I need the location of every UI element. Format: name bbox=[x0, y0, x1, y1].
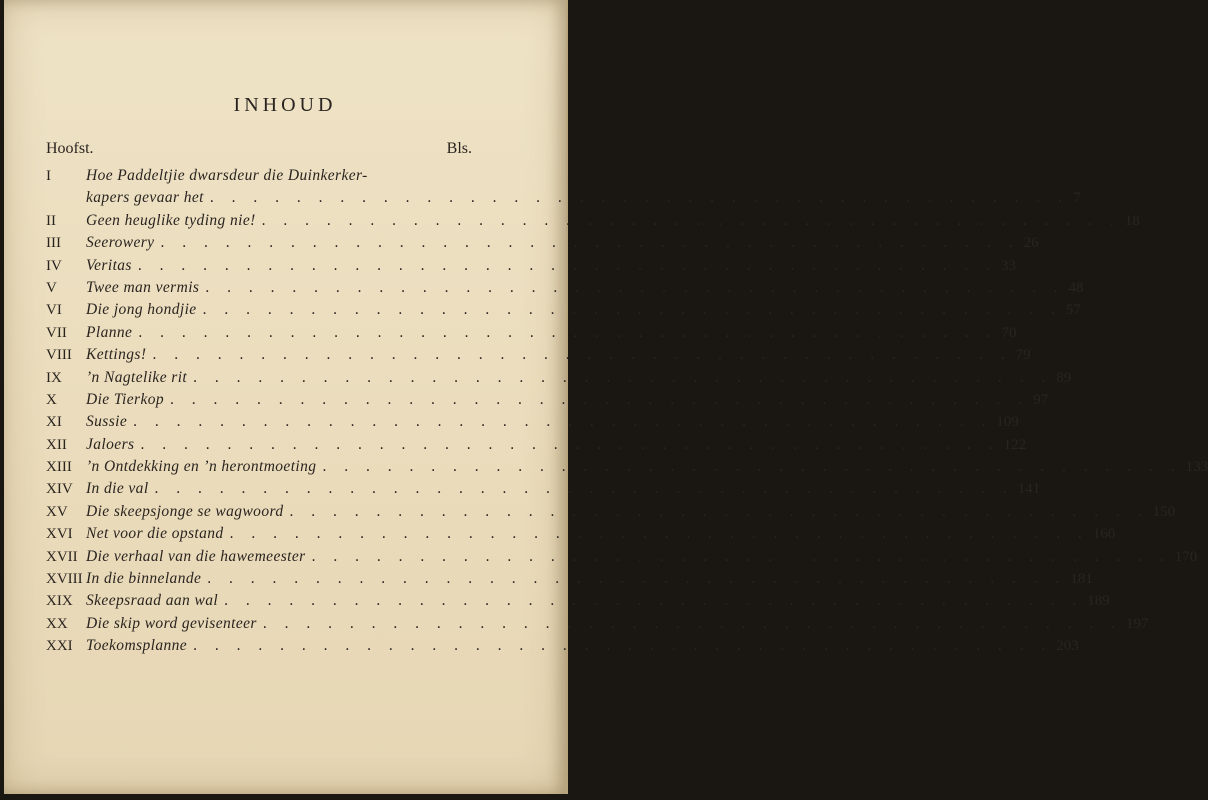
chapter-number: XIV bbox=[46, 481, 73, 498]
chapter-title: Die skip word gevisenteer bbox=[86, 614, 257, 632]
toc-entry bbox=[46, 411, 1019, 433]
toc-entry bbox=[46, 613, 1149, 635]
chapter-number: XIII bbox=[46, 459, 72, 476]
page-title: INHOUD bbox=[233, 94, 337, 116]
page-number: 141 bbox=[1017, 481, 1041, 498]
dot-leader: . . . . . . . . . . . . . . . . . . . . . . . . . . . . . . . . . . . . . . . . bbox=[205, 278, 1065, 296]
chapter-number: XVIII bbox=[46, 571, 83, 588]
page-column-header: Bls. bbox=[446, 140, 472, 157]
chapter-title: Jaloers bbox=[86, 435, 135, 453]
chapter-number: XIX bbox=[46, 593, 73, 610]
chapter-number: IX bbox=[46, 369, 62, 386]
toc-entry bbox=[46, 210, 1140, 232]
chapter-number: III bbox=[46, 235, 61, 252]
chapter-title: Die verhaal van die hawemeester bbox=[86, 547, 306, 565]
chapter-number: XX bbox=[46, 615, 68, 632]
page-number: 79 bbox=[1015, 347, 1031, 364]
dot-leader: . . . . . . . . . . . . . . . . . . . . . . . . . . . . . . . . . . . . . . . . bbox=[193, 637, 1053, 655]
chapter-title: ’n Nagtelike rit bbox=[86, 368, 188, 386]
page-number: 89 bbox=[1056, 369, 1072, 386]
chapter-number: VIII bbox=[46, 347, 72, 364]
toc-entry-continued bbox=[46, 187, 1081, 209]
dot-leader: . . . . . . . . . . . . . . . . . . . . . . . . . . . . . . . . . . . . . . . . bbox=[224, 592, 1084, 610]
page-number: 197 bbox=[1125, 615, 1149, 632]
dot-leader: . . . . . . . . . . . . . . . . . . . . . . . . . . . . . . . . . . . . . . . . bbox=[202, 301, 1062, 319]
dot-leader: . . . . . . . . . . . . . . . . . . . . . . . . . . . . . . . . . . . . . . . . bbox=[133, 413, 993, 431]
chapter-title: Seerowery bbox=[86, 234, 155, 252]
page-number: 181 bbox=[1070, 571, 1093, 588]
dot-leader: . . . . . . . . . . . . . . . . . . . . . . . . . . . . . . . . . . . . . . . . bbox=[289, 502, 1149, 520]
dot-leader: . . . . . . . . . . . . . . . . . . . . . . . . . . . . . . . . . . . . . . . . bbox=[262, 614, 1122, 632]
dot-leader: . . . . . . . . . . . . . . . . . . . . . . . . . . . . . . . . . . . . . . . . bbox=[138, 323, 998, 341]
toc-entry bbox=[46, 299, 1081, 321]
toc-entry bbox=[46, 322, 1017, 344]
chapter-title: kapers gevaar het bbox=[86, 189, 204, 207]
page-number: 160 bbox=[1092, 526, 1116, 543]
chapter-title: Geen heuglike tyding nie! bbox=[86, 211, 256, 229]
chapter-title: Planne bbox=[86, 323, 133, 341]
dot-leader: . . . . . . . . . . . . . . . . . . . . . . . . . . . . . . . . . . . . . . . . bbox=[207, 570, 1067, 588]
toc-entry bbox=[46, 344, 1031, 366]
chapter-title: Twee man vermis bbox=[86, 278, 200, 296]
chapter-title: Die Tierkop bbox=[86, 390, 165, 408]
page-number: 189 bbox=[1087, 593, 1110, 610]
dot-leader: . . . . . . . . . . . . . . . . . . . . . . . . . . . . . . . . . . . . . . . . bbox=[140, 435, 1000, 453]
toc-entry bbox=[46, 277, 1084, 299]
toc-entry bbox=[46, 255, 1016, 277]
page-number: 26 bbox=[1023, 235, 1039, 252]
page-number: 203 bbox=[1056, 638, 1079, 655]
chapter-title: Toekomsplanne bbox=[86, 637, 188, 655]
page-number: 109 bbox=[996, 414, 1019, 431]
dot-leader: . . . . . . . . . . . . . . . . . . . . . . . . . . . . . . . . . . . . . . . . bbox=[154, 480, 1014, 498]
toc-entry bbox=[46, 523, 1116, 545]
page-number: 70 bbox=[1001, 324, 1017, 341]
page-number: 122 bbox=[1003, 436, 1027, 453]
chapter-title: In die binnelande bbox=[86, 570, 202, 588]
chapter-title: ’n Ontdekking en ’n herontmoeting bbox=[86, 458, 317, 476]
toc-entry bbox=[46, 546, 1198, 568]
toc-entry bbox=[46, 367, 1072, 389]
toc-entry bbox=[46, 165, 487, 187]
page-number: 150 bbox=[1152, 503, 1176, 520]
chapter-number: XVII bbox=[46, 548, 78, 565]
dot-leader: . . . . . . . . . . . . . . . . . . . . . . . . . . . . . . . . . . . . . . . . bbox=[322, 458, 1182, 476]
page-number: 133 bbox=[1185, 459, 1208, 476]
chapter-title: Net voor die opstand bbox=[86, 525, 224, 543]
chapter-number: IV bbox=[46, 257, 62, 274]
toc-entry bbox=[46, 456, 1208, 478]
chapter-number: XVI bbox=[46, 526, 73, 543]
dot-leader: . . . . . . . . . . . . . . . . . . . . . . . . . . . . . . . . . . . . . . . . bbox=[209, 189, 1069, 207]
chapter-title: Kettings! bbox=[86, 346, 147, 364]
dot-leader: . . . . . . . . . . . . . . . . . . . . . . . . . . . . . . . . . . . . . . . . bbox=[193, 368, 1053, 386]
chapter-number: XI bbox=[46, 414, 62, 431]
chapter-number: XII bbox=[46, 436, 67, 453]
chapter-title: In die val bbox=[86, 480, 149, 498]
chapter-number: VI bbox=[46, 302, 62, 319]
book-page bbox=[4, 0, 1208, 794]
dot-leader: . . . . . . . . . . . . . . . . . . . . . . . . . . . . . . . . . . . . . . . . bbox=[311, 547, 1171, 565]
dot-leader: . . . . . . . . . . . . . . . . . . . . . . . . . . . . . . . . . . . . . . . . bbox=[170, 390, 1030, 408]
chapter-title: Die skeepsjonge se wagwoord bbox=[86, 502, 284, 520]
chapter-number: VII bbox=[46, 324, 67, 341]
chapter-number: II bbox=[46, 212, 56, 229]
chapter-title: Die jong hondjie bbox=[86, 301, 197, 319]
page-number: 97 bbox=[1033, 391, 1049, 408]
page-number: 33 bbox=[1000, 257, 1016, 274]
dot-leader: . . . . . . . . . . . . . . . . . . . . . . . . . . . . . . . . . . . . . . . . bbox=[152, 346, 1012, 364]
chapter-number: XV bbox=[46, 503, 68, 520]
toc-entry bbox=[46, 389, 1049, 411]
chapter-title: Veritas bbox=[86, 256, 132, 274]
chapter-title: Hoe Paddeltjie dwarsdeur die Duinkerker- bbox=[86, 167, 368, 184]
page-number: 18 bbox=[1124, 212, 1140, 229]
toc-entry bbox=[46, 590, 1110, 612]
toc-entry bbox=[46, 434, 1027, 456]
dot-leader: . . . . . . . . . . . . . . . . . . . . . . . . . . . . . . . . . . . . . . . . bbox=[261, 211, 1121, 229]
page-number: 7 bbox=[1072, 190, 1081, 207]
toc-entry bbox=[46, 501, 1176, 523]
chapter-number: XXI bbox=[46, 638, 73, 655]
dot-leader: . . . . . . . . . . . . . . . . . . . . . . . . . . . . . . . . . . . . . . . . bbox=[229, 525, 1089, 543]
page-number: 48 bbox=[1068, 279, 1084, 296]
chapter-number: V bbox=[46, 279, 57, 296]
dot-leader: . . . . . . . . . . . . . . . . . . . . . . . . . . . . . . . . . . . . . . . . bbox=[137, 256, 997, 274]
table-of-contents bbox=[46, 165, 1208, 658]
toc-entry bbox=[46, 478, 1041, 500]
chapter-title: Skeepsraad aan wal bbox=[86, 592, 219, 610]
toc-entry bbox=[46, 635, 1079, 657]
page-number: 170 bbox=[1174, 548, 1198, 565]
dot-leader: . . . . . . . . . . . . . . . . . . . . . . . . . . . . . . . . . . . . . . . . bbox=[160, 234, 1020, 252]
toc-entry bbox=[46, 232, 1039, 254]
page-number: 57 bbox=[1065, 302, 1081, 319]
chapter-column-header: Hoofst. bbox=[46, 140, 94, 157]
chapter-title: Sussie bbox=[86, 413, 128, 431]
chapter-number: X bbox=[46, 391, 57, 408]
chapter-number: I bbox=[46, 168, 51, 184]
toc-entry bbox=[46, 568, 1093, 590]
